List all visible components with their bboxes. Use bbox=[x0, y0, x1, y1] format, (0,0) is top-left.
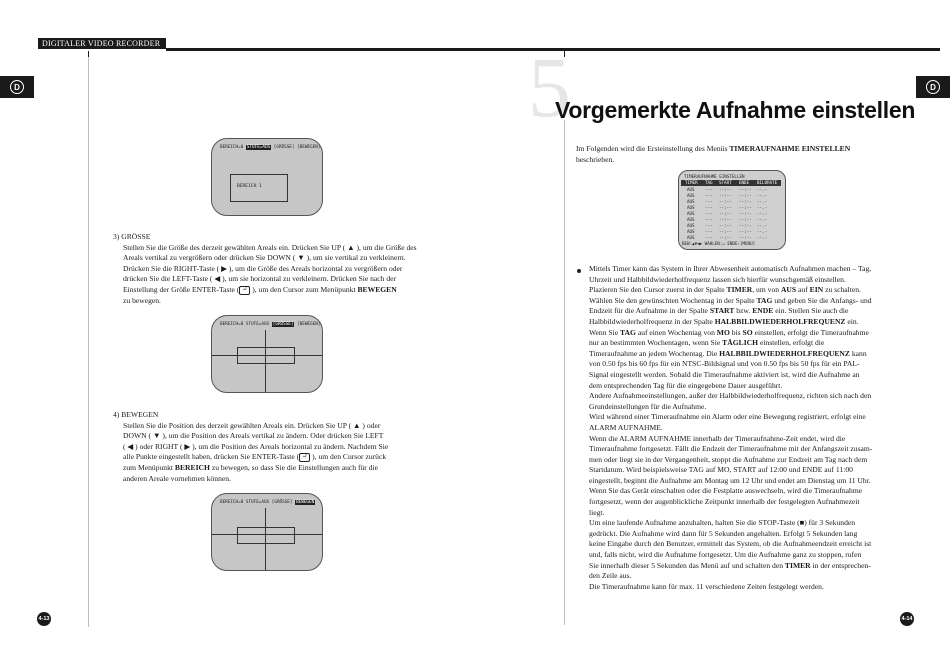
text-line: fortgesetzt, wenn der augenblickliche Zeitpunkt innerhalb der festgelegten Aufnahmezeit bbox=[589, 497, 860, 507]
timer-cell: AUS bbox=[687, 187, 695, 192]
text-line: Wird während einer Timeraufnahme ein Alarm oder eine Bewegung registriert, erfolgt eine bbox=[589, 412, 866, 422]
menu-item-groesse: GRÖSSE bbox=[274, 500, 290, 505]
timer-cell: --:-- bbox=[739, 187, 752, 192]
text-bold: BEREICH bbox=[174, 462, 210, 472]
timer-cell: --:-- bbox=[739, 217, 752, 222]
text-line: nur an bestimmten Wochentagen, wenn Sie TÄGLICH einstellen, erfolgt die bbox=[589, 338, 825, 348]
text-line: von 0.50 fps bis 60 fps für ein NTSC-Bildsignal und von 0.50 fps bis 50 fps für ein PAL- bbox=[589, 359, 860, 369]
timer-cell: --- bbox=[705, 235, 713, 240]
text-span: Einstellung der Größe ENTER-Taste ( bbox=[123, 284, 240, 294]
timer-menu-footer: BEW:▲▼◀▶ WAHLEN:↵ ENDE:[MENU] bbox=[682, 241, 756, 246]
menu-item-groesse: GRÖSSE bbox=[276, 145, 292, 150]
timer-cell: --:-- bbox=[719, 187, 732, 192]
timer-cell: --- bbox=[705, 199, 713, 204]
timer-cell: --:-- bbox=[719, 205, 732, 210]
menu-item-stufe-selected: STUFE=AUS bbox=[246, 145, 271, 150]
text-line: Die Timeraufnahme kann für max. 11 verschiedene Zeiten festgelegt werden. bbox=[589, 581, 824, 591]
text-line: Areals vertikal zu vergrößern oder drücken Sie DOWN ( ▼ ), um sie vertikal zu verkleinern. bbox=[123, 253, 406, 263]
timer-cell: --:-- bbox=[719, 235, 732, 240]
menu-item-bereich: BEREICH bbox=[220, 322, 239, 327]
enter-key-icon: ↵ bbox=[239, 286, 250, 295]
text-line: den Zeile aus. bbox=[589, 571, 632, 581]
text-line: anderen Areale vornehmen können. bbox=[123, 473, 231, 483]
text-bold: TIMERAUFNAHME EINSTELLEN bbox=[729, 144, 851, 153]
text-line: Stellen Sie die Position des derzeit gewählten Areals ein. Drücken Sie UP ( ▲ ) oder bbox=[123, 420, 381, 430]
monitor-screen-bereich bbox=[211, 138, 323, 216]
timer-cell: --:-- bbox=[719, 229, 732, 234]
osd-menu-bar: BEREICH=0 STUFE=AUS [GRÖSSE] [BEWEGEN] bbox=[220, 145, 321, 150]
text-line: Wenn die ALARM AUFNAHME innerhalb der Timeraufnahme-Zeit endet, wird die bbox=[589, 433, 846, 443]
text-line: Wenn Sie das Gerät einschalten oder die Festplatte auswechseln, wird die Timeraufnahme bbox=[589, 486, 863, 496]
timer-cell: AUS bbox=[687, 217, 695, 222]
chapter-number: 5 bbox=[528, 39, 571, 135]
text-line: liegt. bbox=[589, 507, 605, 517]
timer-cell: AUS bbox=[687, 211, 695, 216]
timer-cell: --- bbox=[705, 211, 713, 216]
timer-cell: AUS bbox=[687, 223, 695, 228]
timer-cell: --:-- bbox=[739, 199, 752, 204]
timer-table-header bbox=[681, 180, 781, 186]
text-span: Im Folgenden wird die Ersteinstellung des Menüs bbox=[576, 144, 730, 153]
detection-area-box bbox=[237, 527, 295, 544]
text-span: ), um den Cursor zurück bbox=[310, 452, 387, 462]
timer-column-header: START bbox=[719, 180, 732, 185]
section-bewegen bbox=[113, 410, 533, 484]
timer-cell: --:-- bbox=[719, 199, 732, 204]
timer-cell: --:-- bbox=[739, 205, 752, 210]
timer-cell: --- bbox=[705, 223, 713, 228]
timer-cell: --.- bbox=[757, 223, 768, 228]
text-span: ), um den Cursor zum Menüpunkt bbox=[250, 284, 358, 294]
osd-menu-bar: BEREICH=0 STUFE=AUS [GRÖSSE] [BEWEGEN] bbox=[220, 322, 321, 327]
bullet-point bbox=[577, 269, 581, 273]
menu-item-bereich: BEREICH bbox=[220, 500, 239, 505]
menu-item-stufe: STUFE=AUS bbox=[245, 500, 270, 505]
timer-cell: --.- bbox=[757, 217, 768, 222]
language-badge-left bbox=[0, 76, 34, 98]
text-line: Timeraufnahme an jedem Wochentag. Die HALBBILDWIEDERHOLFREQUENZ kann bbox=[589, 348, 867, 358]
text-bold: BEWEGEN bbox=[357, 284, 397, 294]
timer-cell: --.- bbox=[757, 229, 768, 234]
timer-column-header: TAG bbox=[705, 180, 713, 185]
text-line: und, falls nicht, wird die Aufnahme fortgesetzt. Um die Aufnahme ganz zu stoppen, rufen bbox=[589, 550, 862, 560]
timer-cell: --.- bbox=[757, 193, 768, 198]
detection-area-box bbox=[230, 174, 288, 202]
text-line: beschrieben. bbox=[576, 154, 615, 164]
text-line: gedrückt. Die Aufnahme wird dann für 5 Sekunden angehalten. Erfolgt 5 Sekunden lang bbox=[589, 528, 858, 538]
header-title: DIGITALER VIDEO RECORDER bbox=[38, 38, 166, 49]
text-span: alle Punkte eingestellt haben, drücken Sie ENTER-Taste ( bbox=[123, 452, 300, 462]
timer-cell: --- bbox=[705, 229, 713, 234]
text-line: DOWN ( ▼ ), um die Position des Areals vertikal zu ändern. Oder drücken Sie LEFT bbox=[123, 431, 384, 441]
text-line: Halbbildwiederholfrequenz in der Spalte HALBBILDWIEDERHOLFREQUENZ ein. bbox=[589, 316, 859, 326]
timer-cell: --:-- bbox=[739, 193, 752, 198]
timer-cell: AUS bbox=[687, 199, 695, 204]
timer-cell: --:-- bbox=[739, 235, 752, 240]
timer-column-header: TIMER bbox=[685, 180, 698, 185]
text-line: Sie innerhalb dieser 5 Sekunden das Menü auf und schalten den TIMER in der entsprechen- bbox=[589, 560, 871, 570]
text-line: men oder liegt sie in der Vergangenheit, stoppt die Aufnahme zur Endzeit am Tag nach dem bbox=[589, 454, 868, 464]
menu-item-bewegen-selected: BEWEGEN bbox=[296, 500, 315, 505]
section-heading: 3) GRÖSSE bbox=[113, 232, 151, 241]
text-line: Endzeit für die Aufnahme in der Spalte START bzw. ENDE ein. Stellen Sie auch die bbox=[589, 306, 849, 316]
timer-column-header: ENDE bbox=[739, 180, 750, 185]
osd-menu-bar: BEREICH=0 STUFE=AUS [GRÖSSE] BEWEGEN bbox=[220, 500, 315, 505]
timer-cell: --- bbox=[705, 193, 713, 198]
text-line: Drücken Sie die RIGHT-Taste ( ▶ ), um die Größe des Areals horizontal zu vergrößern oder bbox=[123, 263, 403, 273]
timer-cell: --:-- bbox=[739, 229, 752, 234]
language-badge-letter: D bbox=[926, 80, 940, 94]
timer-cell: AUS bbox=[687, 205, 695, 210]
timer-cell: AUS bbox=[687, 229, 695, 234]
timer-cell: --:-- bbox=[719, 217, 732, 222]
intro-text bbox=[576, 144, 916, 165]
text-line: Plazieren Sie den Cursor zuerst in der Spalte TIMER, um von AUS auf EIN zu schalten. bbox=[589, 285, 861, 295]
menu-item-stufe: STUFE=AUS bbox=[245, 322, 270, 327]
section-groesse bbox=[113, 232, 533, 306]
text-line: Andere Aufnahmeeinstellungen, außer der Halbbildwiederholfrequenz, richten sich nach den bbox=[589, 391, 872, 401]
chapter-title: Vorgemerkte Aufnahme einstellen bbox=[555, 97, 916, 123]
timer-cell: AUS bbox=[687, 193, 695, 198]
timer-cell: --.- bbox=[757, 187, 768, 192]
menu-item-bewegen: BEWEGEN bbox=[299, 145, 318, 150]
timer-cell: --:-- bbox=[719, 223, 732, 228]
timer-cell: --.- bbox=[757, 235, 768, 240]
detection-area-box bbox=[237, 347, 295, 364]
text-line: dem entsprechenden Tag für die eingegebene Dauer ausgeführt. bbox=[589, 380, 783, 390]
text-line: Startdatum. Wird beispielsweise TAG auf MO, START auf 12:00 und ENDE auf 11:00 bbox=[589, 465, 853, 475]
text-line: keine Eingabe durch den Benutzer, ermittelt das System, ob die Aufnahmeendzeit erreicht ist bbox=[589, 539, 872, 549]
timer-cell: --- bbox=[705, 217, 713, 222]
timer-cell: --:-- bbox=[739, 223, 752, 228]
text-span: zu bewegen, so dass Sie die Einstellungen auch für die bbox=[209, 462, 378, 472]
text-span: zum Menüpunkt bbox=[123, 462, 175, 472]
menu-item-bewegen: BEWEGEN bbox=[299, 322, 318, 327]
text-line: Wählen Sie den gewünschten Wochentag in der Spalte TAG und geben Sie die Anfangs- und bbox=[589, 295, 872, 305]
text-line: Uhrzeit und Halbbildwiederholfrequenz lassen sich hierfür wunschgemäß einstellen. bbox=[589, 274, 846, 284]
enter-key-icon: ↵ bbox=[299, 453, 310, 462]
text-line: Stellen Sie die Größe des derzeit gewählten Areals ein. Drücken Sie UP ( ▲ ), um die Größe des bbox=[123, 242, 417, 252]
menu-item-bereich: BEREICH bbox=[220, 145, 239, 150]
timer-cell: --.- bbox=[757, 211, 768, 216]
text-line: zu bewegen. bbox=[123, 295, 161, 305]
monitor-screen-groesse bbox=[211, 315, 323, 393]
timer-cell: --- bbox=[705, 205, 713, 210]
section-heading: 4) BEWEGEN bbox=[113, 410, 159, 419]
page-guide-line bbox=[564, 120, 565, 625]
timer-cell: --- bbox=[705, 187, 713, 192]
text-line: Wenn Sie TAG auf einen Wochentag von MO bis SO einstellen, erfolgt die Timeraufnahme bbox=[589, 327, 869, 337]
text-line: Signal eingestellt werden. Sobald die Timeraufnahme aktiviert ist, wird die Aufnahme an bbox=[589, 369, 860, 379]
language-badge-letter: D bbox=[10, 80, 24, 94]
monitor-screen-bewegen bbox=[211, 493, 323, 571]
timer-cell: --:-- bbox=[739, 211, 752, 216]
text-line: Timeraufnahme fortgesetzt. Fällt die Endzeit der Timeraufnahme mit der Anfangszeit zusam- bbox=[589, 444, 873, 454]
text-line: drücken Sie die LEFT-Taste ( ◀ ), um sie horizontal zu verkleinern. Drücken Sie nach der bbox=[123, 274, 397, 284]
text-line: Um eine laufende Aufnahme anzuhalten, halten Sie die STOP-Taste (■) für 3 Sekunden bbox=[589, 518, 856, 528]
timer-menu-screen bbox=[678, 170, 786, 250]
timer-cell: --:-- bbox=[719, 193, 732, 198]
timer-cell: --.- bbox=[757, 205, 768, 210]
timer-description bbox=[589, 264, 929, 592]
menu-item-groesse-selected: GRÖSSE bbox=[275, 322, 291, 327]
text-line: eingestellt, beginnt die Aufnahme am Montag um 12 Uhr und endet am Dienstag um 11 Uhr. bbox=[589, 475, 871, 485]
page-guide-line bbox=[88, 57, 89, 627]
timer-cell: --.- bbox=[757, 199, 768, 204]
text-line: Mittels Timer kann das System in Ihrer Abwesenheit automatisch Aufnahmen machen – Tag, bbox=[589, 264, 872, 273]
area-label: BEREICH 1 bbox=[237, 184, 262, 189]
text-line: ALARM AUFNAHME. bbox=[589, 422, 663, 432]
page-number-left: 4-13 bbox=[37, 612, 51, 626]
text-line: ( ◀ ) oder RIGHT ( ▶ ), um die Position des Areals horizontal zu ändern. Nachdem Sie bbox=[123, 441, 389, 451]
timer-menu-title: TIMERAUFNAHME EINSTELLEN bbox=[684, 174, 745, 179]
text-line: Grundeinstellungen für die Aufnahme. bbox=[589, 401, 707, 411]
timer-column-header: BILDRATE bbox=[757, 180, 778, 185]
timer-cell: AUS bbox=[687, 235, 695, 240]
language-badge-right bbox=[916, 76, 950, 98]
timer-cell: --:-- bbox=[719, 211, 732, 216]
page-number-right: 4-14 bbox=[900, 612, 914, 626]
